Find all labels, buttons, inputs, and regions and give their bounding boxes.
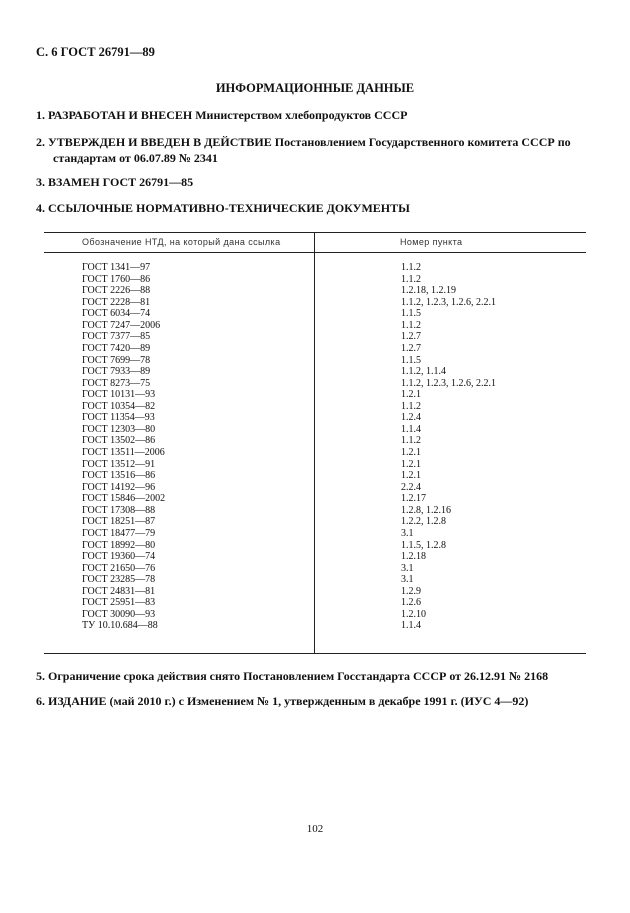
- table-cell-designation: ГОСТ 12303—80: [82, 423, 156, 435]
- table-cell-clause: 1.2.18, 1.2.19: [401, 285, 456, 297]
- page-header: С. 6 ГОСТ 26791—89: [36, 45, 155, 59]
- table-cell-clause: 1.2.17: [401, 493, 426, 505]
- table-cell-clause: 3.1: [401, 527, 414, 539]
- table-cell-clause: 1.1.5, 1.2.8: [401, 539, 446, 551]
- table-cell-designation: ГОСТ 7247—2006: [82, 319, 161, 331]
- table-cell-clause: 1.2.1: [401, 447, 421, 458]
- table-cell-designation: ГОСТ 30090—93: [82, 608, 156, 620]
- item-3: [36, 174, 193, 190]
- table-cell-clause: 3.1: [401, 562, 414, 574]
- table-cell-clause: 1.2.8, 1.2.16: [401, 504, 451, 516]
- table-cell-designation: ГОСТ 1341—97: [82, 262, 151, 273]
- item-4: [36, 200, 410, 216]
- table-cell-clause: 1.2.1: [401, 458, 421, 470]
- item-2-continuation: стандартам от 06.07.89 № 2341: [53, 151, 218, 165]
- table-cell-clause: 1.2.1: [401, 389, 421, 401]
- table-header-rule: [44, 252, 586, 253]
- item-1-text: Министерством хлебопродуктов СССР: [195, 108, 408, 122]
- table-cell-designation: ГОСТ 10354—82: [82, 400, 156, 412]
- table-cell-clause: 1.1.2: [401, 273, 421, 285]
- item-6: 6. ИЗДАНИЕ (май 2010 г.) с Изменением № 1, утвержденным в декабре 1991 г. (ИУС 4—92): [36, 694, 529, 708]
- table-cell-designation: ГОСТ 18477—79: [82, 527, 156, 539]
- item-2-num: 2.: [36, 135, 45, 149]
- table-cell-designation: ГОСТ 13502—86: [82, 435, 156, 447]
- table-cell-designation: ГОСТ 11354—93: [82, 412, 155, 424]
- item-3-bold: ВЗАМЕН ГОСТ 26791—85: [48, 175, 194, 189]
- table-cell-clause: 1.1.2, 1.1.4: [401, 366, 446, 378]
- table-bottom-rule: [44, 653, 586, 654]
- table-cell-clause: 1.2.7: [401, 342, 421, 354]
- table-cell-designation: ГОСТ 13512—91: [82, 458, 156, 470]
- page-number: 102: [306, 823, 324, 835]
- item-2-text: Постановлением Государственного комитета СССР по: [274, 135, 571, 149]
- item-2: [36, 134, 571, 166]
- table-cell-clause: 1.2.4: [401, 412, 421, 424]
- table-cell-clause: 1.1.2: [401, 319, 421, 331]
- table-cell-clause: 1.1.4: [401, 620, 421, 632]
- table-cell-clause: 1.1.2: [401, 435, 421, 447]
- table-cell-clause: 1.2.2, 1.2.8: [401, 516, 446, 528]
- table-cell-designation: ГОСТ 2228—81: [82, 296, 151, 308]
- table-cell-clause: 1.1.2, 1.2.3, 1.2.6, 2.2.1: [401, 296, 496, 308]
- table-cell-clause: 2.2.4: [401, 481, 421, 493]
- table-cell-clause: 1.2.9: [401, 585, 421, 597]
- item-3-num: 3.: [36, 175, 45, 189]
- table-cell-designation: ГОСТ 10131—93: [82, 389, 156, 401]
- table-col1-cells: [82, 262, 165, 632]
- item-5: 5. Ограничение срока действия снято Постановлением Госстандарта СССР от 26.12.91 № 2168: [36, 669, 549, 683]
- table-col1-header: Обозначение НТД, на который дана ссылка: [82, 237, 281, 247]
- item-4-bold: ССЫЛОЧНЫЕ НОРМАТИВНО-ТЕХНИЧЕСКИЕ ДОКУМЕНТЫ: [48, 201, 410, 215]
- table-cell-designation: ГОСТ 18251—87: [82, 516, 156, 528]
- table-cell-designation: ГОСТ 15846—2002: [82, 493, 166, 505]
- item-2-bold: УТВЕРЖДЕН И ВВЕДЕН В ДЕЙСТВИЕ: [48, 135, 272, 149]
- table-cell-clause: 1.2.7: [401, 331, 421, 343]
- table-cell-clause: 1.1.5: [401, 354, 421, 366]
- table-column-divider: [314, 232, 315, 653]
- table-cell-clause: 1.2.18: [401, 551, 426, 563]
- table-cell-clause: 1.1.2: [401, 262, 421, 273]
- table-cell-clause: 1.2.10: [401, 608, 426, 620]
- table-cell-designation: ГОСТ 7699—78: [82, 354, 151, 366]
- table-cell-designation: ГОСТ 7377—85: [82, 331, 151, 343]
- table-col2-header: Номер пункта: [400, 237, 463, 247]
- table-cell-designation: ГОСТ 7420—89: [82, 342, 151, 354]
- table-cell-designation: ГОСТ 18992—80: [82, 539, 156, 551]
- table-cell-clause: 1.1.2, 1.2.3, 1.2.6, 2.2.1: [401, 377, 496, 389]
- table-cell-designation: ГОСТ 6034—74: [82, 308, 151, 320]
- table-cell-designation: ГОСТ 2226—88: [82, 285, 151, 297]
- item-4-num: 4.: [36, 201, 45, 215]
- table-top-rule: [44, 232, 586, 233]
- table-cell-designation: ТУ 10.10.684—88: [82, 620, 158, 632]
- table-cell-designation: ГОСТ 24831—81: [82, 585, 156, 597]
- table-cell-designation: ГОСТ 1760—86: [82, 273, 151, 285]
- table-col2-cells: [401, 262, 496, 632]
- item-1-num: 1.: [36, 108, 45, 122]
- table-cell-designation: ГОСТ 25951—83: [82, 597, 156, 609]
- table-cell-designation: ГОСТ 8273—75: [82, 377, 151, 389]
- table-cell-designation: ГОСТ 13516—86: [82, 470, 156, 482]
- table-cell-designation: ГОСТ 14192—96: [82, 481, 156, 493]
- table-cell-designation: ГОСТ 19360—74: [82, 551, 156, 563]
- table-cell-clause: 1.1.4: [401, 423, 421, 435]
- table-cell-designation: ГОСТ 23285—78: [82, 574, 156, 586]
- table-cell-clause: 1.1.2: [401, 400, 421, 412]
- item-1: [36, 107, 407, 123]
- item-1-bold: РАЗРАБОТАН И ВНЕСЕН: [48, 108, 193, 122]
- table-cell-designation: ГОСТ 13511—2006: [82, 447, 165, 458]
- table-cell-clause: 1.2.1: [401, 470, 421, 482]
- table-cell-clause: 1.2.6: [401, 597, 421, 609]
- table-cell-designation: ГОСТ 7933—89: [82, 366, 151, 378]
- table-cell-clause: 3.1: [401, 574, 414, 586]
- table-cell-designation: ГОСТ 21650—76: [82, 562, 156, 574]
- table-cell-designation: ГОСТ 17308—88: [82, 504, 156, 516]
- table-cell-clause: 1.1.5: [401, 308, 421, 320]
- section-title: ИНФОРМАЦИОННЫЕ ДАННЫЕ: [215, 81, 415, 95]
